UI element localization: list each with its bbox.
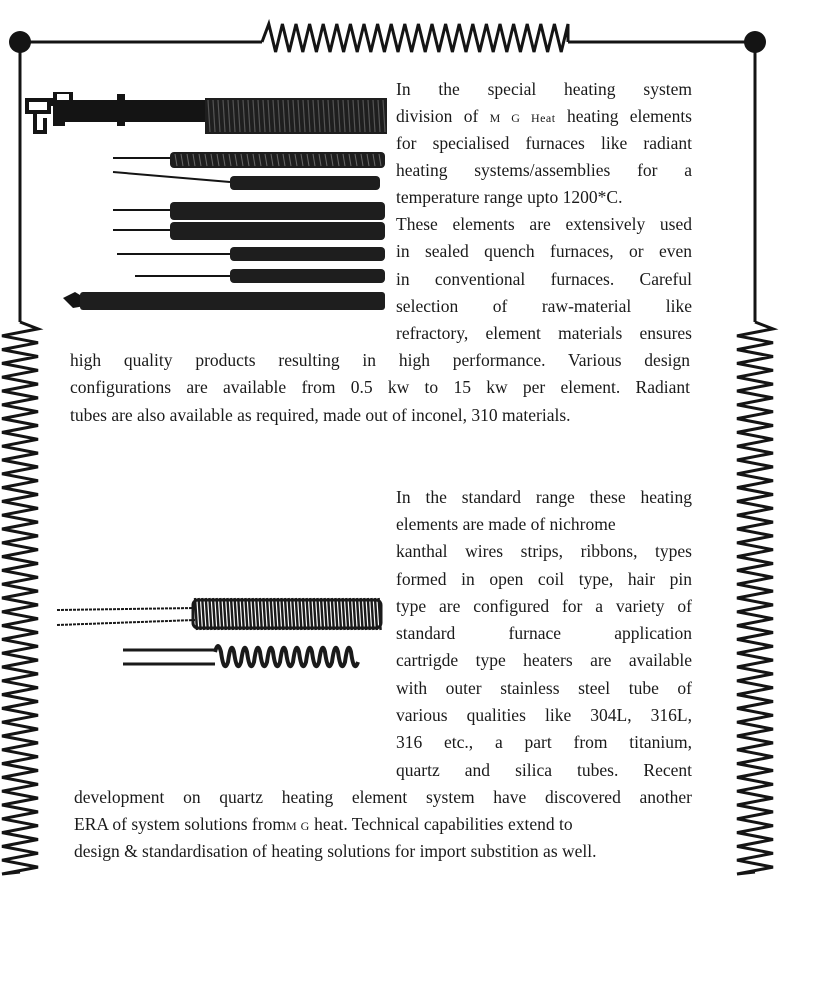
text-line: cartrigde type heaters are available (396, 650, 692, 670)
text-line: quartz and silica tubes. Recent (396, 760, 692, 780)
text-line: refractory, element materials ensures (396, 323, 692, 343)
text-line: with outer stainless steel tube of (396, 678, 692, 698)
text-line: In the standard range these heating (396, 487, 692, 507)
brand-name: M G (285, 819, 310, 833)
text-line: kanthal wires strips, ribbons, types (396, 541, 692, 561)
text-line: heating systems/assemblies for a (396, 160, 692, 180)
text-line: design & standardisation of heating solutions for import substition as well. (74, 841, 597, 861)
text-line: selection of raw-material like (396, 296, 692, 316)
text-line: type are configured for a variety of (396, 596, 692, 616)
text-fragment: heating elements (566, 106, 692, 126)
text-line: configurations are available from 0.5 kw to 15 kw per element. Radiant (70, 377, 690, 397)
text-line: development on quartz heating element system have discovered another (74, 787, 692, 807)
brand-name: M G Heat (489, 111, 556, 125)
radiant-heating-elements-image (25, 92, 390, 317)
text-line: in sealed quench furnaces, or even (396, 241, 692, 261)
text-fragment: ERA of system solutions from (74, 814, 286, 834)
text-fragment: heat. Technical capabilities extend to (314, 814, 573, 834)
text-line (396, 103, 692, 130)
corner-dot-right (744, 31, 766, 53)
text-line: various qualities like 304L, 316L, (396, 705, 692, 725)
text-line: In the special heating system (396, 79, 692, 99)
text-line: temperature range upto 1200*C. (396, 187, 623, 207)
text-line: formed in open coil type, hair pin (396, 569, 692, 589)
text-line: These elements are extensively used (396, 214, 692, 234)
text-fragment: division of (396, 106, 479, 126)
text-line: 316 etc., a part from titanium, (396, 732, 692, 752)
corner-dot-left (9, 31, 31, 53)
text-line: for specialised furnaces like radiant (396, 133, 692, 153)
text-line: elements are made of nichrome (396, 514, 616, 534)
text-line: standard furnace application (396, 623, 692, 643)
text-line: tubes are also available as required, made out of inconel, 310 materials. (70, 405, 571, 425)
text-line: high quality products resulting in high performance. Various design (70, 350, 690, 370)
coil-heaters-image (55, 590, 385, 680)
text-line (74, 811, 692, 838)
text-line: in conventional furnaces. Careful (396, 269, 692, 289)
